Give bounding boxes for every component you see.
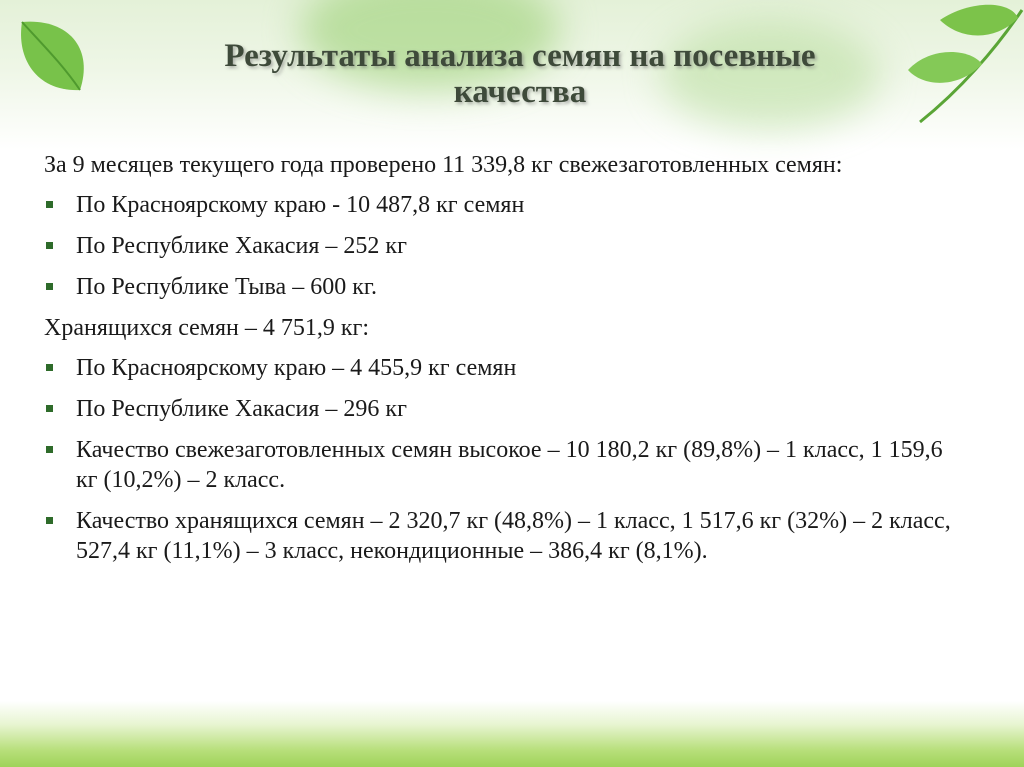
list-item-text: По Республике Хакасия – 296 кг — [76, 396, 407, 422]
list-item-text: Качество свежезаготовленных семян высокое – 10 180,2 кг (89,8%) – 1 класс, 1 159,6 кг (10,2%) – 2 класс. — [76, 437, 943, 493]
list-item — [44, 231, 964, 261]
bullet-square-icon — [46, 446, 53, 453]
list-item-text: По Красноярскому краю - 10 487,8 кг семян — [76, 192, 525, 218]
bullet-square-icon — [46, 364, 53, 371]
leaf-icon — [8, 10, 98, 100]
slide-title — [120, 38, 920, 110]
bullet-square-icon — [46, 242, 53, 249]
intro-paragraph: За 9 месяцев текущего года проверено 11 339,8 кг свежезаготовленных семян: — [44, 152, 843, 178]
list-item — [44, 190, 964, 220]
list-item — [44, 353, 964, 383]
slide-content — [44, 150, 964, 577]
list-item — [44, 506, 964, 566]
title-line-2: качества — [453, 74, 587, 110]
bullet-square-icon — [46, 201, 53, 208]
list-item — [44, 272, 964, 302]
stored-paragraph: Хранящихся семян – 4 751,9 кг: — [44, 315, 370, 341]
title-line-1: Результаты анализа семян на посевные — [224, 38, 816, 74]
bullet-square-icon — [46, 283, 53, 290]
list-item-text: Качество хранящихся семян – 2 320,7 кг (48,8%) – 1 класс, 1 517,6 кг (32%) – 2 класс, 527,4 кг (11,1%) – 3 класс, некондиционные – 386,4 кг (8,1%). — [76, 508, 951, 564]
list-item — [44, 394, 964, 424]
footer-band — [0, 701, 1024, 767]
list-item — [44, 435, 964, 495]
list-item-text: По Республике Хакасия – 252 кг — [76, 233, 407, 259]
bullet-square-icon — [46, 517, 53, 524]
bullet-square-icon — [46, 405, 53, 412]
list-item-text: По Красноярскому краю – 4 455,9 кг семян — [76, 355, 517, 381]
list-item-text: По Республике Тыва – 600 кг. — [76, 274, 377, 300]
